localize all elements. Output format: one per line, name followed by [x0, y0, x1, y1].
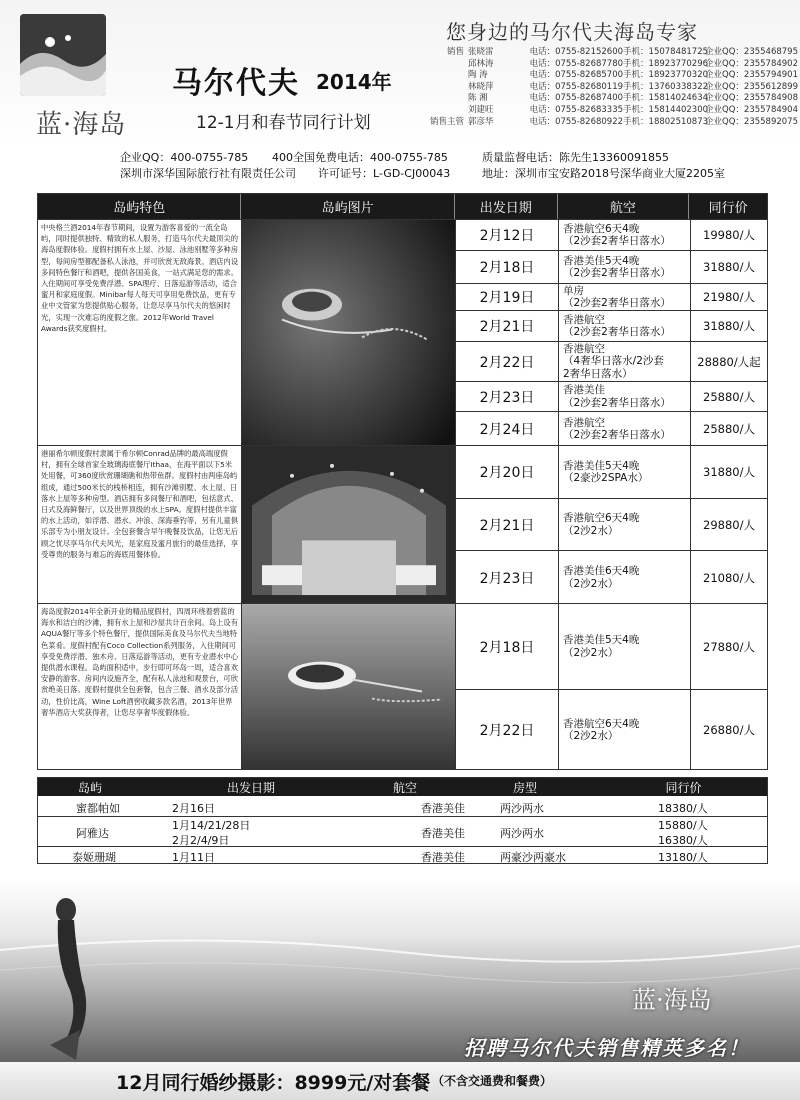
island-coast-image	[242, 604, 456, 769]
table-row: 2月23日 香港美佳6天4晚 （2沙2水） 21080/人	[456, 551, 767, 604]
header-cell: 同行价	[665, 780, 702, 795]
header-cell: 航空	[392, 780, 417, 795]
contact-row: 销售主管 郭彦华 电话：0755-82680922 手机：18802510873 企业QQ：2355892075	[429, 116, 798, 127]
header-cell: 岛屿图片	[241, 194, 454, 219]
aerial-island-image	[242, 220, 456, 445]
table-row: 2月20日 香港美佳5天4晚 （2豪沙2SPA水） 31880/人	[456, 446, 767, 499]
table-row: 2月18日 香港美佳5天4晚 （2沙2水） 27880/人	[456, 604, 767, 690]
recruitment-banner: 招聘马尔代夫销售精英多名！	[464, 1036, 750, 1060]
resort-description: 海岛度假2014年全新开业的精品度假村，四周环绕着碧蓝的海水和洁白的沙滩，拥有水上屋和沙屋共计百余间。岛上设有AQUA餐厅等多个特色餐厅，提供国际美食及马尔代夫当地特色菜肴。度假村配有Coco Collection系列服务，入住期间可享受免费浮潜、独木舟、日落巡游等活动，更有专业潜水中心提供潜水课程。岛屿面积适中，步行即可环岛一周，适合喜欢安静的游客。房间内设施齐全，配有私人泳池和观景台，可欣赏绝美日落。度假村提供全包套餐，包含三餐、酒水及部分活动，性价比高，Wine Loft酒窖收藏多款名酒，2013年世界奢华酒店大奖获得者，让您尽享奢华度假体验。	[38, 604, 242, 769]
table-row: 2月19日 单房 （2沙套2奢华日落水） 21980/人	[456, 284, 767, 311]
table-header	[38, 778, 767, 796]
resort-group	[38, 219, 767, 445]
contact-row: 陈 湘 电话：0755-82687400 手机：15814024634 企业QQ：2355784908	[467, 93, 798, 104]
table-header	[38, 194, 767, 219]
table-row: 2月23日 香港美佳 （2沙套2奢华日落水） 25880/人	[456, 382, 767, 412]
header	[0, 0, 800, 145]
table-row: 2月12日 香港航空6天4晚 （2沙套2奢华日落水） 19980/人	[456, 220, 767, 251]
page-subtitle: 12-1月和春节同行计划	[196, 113, 371, 133]
table-row: 泰姬珊瑚 1月11日 香港美佳 两豪沙两豪水 13180/人	[72, 851, 708, 864]
contact-row: 陶 涛 电话：0755-82685700 手机：18923770320 企业QQ：2355794901	[467, 70, 798, 81]
table-row: 2月21日 香港航空 （2沙套2奢华日落水） 31880/人	[456, 311, 767, 342]
header-cell: 岛屿	[77, 780, 102, 795]
contact-list	[420, 47, 798, 128]
header-cell: 房型	[512, 780, 537, 795]
header-cell: 岛屿特色	[38, 194, 241, 219]
resort-photo	[242, 446, 456, 603]
promo-bar	[0, 1062, 800, 1100]
extra-packages-table	[37, 777, 768, 864]
header-cell: 航空	[558, 194, 690, 219]
resort-photo	[242, 220, 456, 445]
resort-group	[38, 603, 767, 769]
contact-row: 林晓萍 电话：0755-82680119 手机：13760338322 企业QQ：2355612899	[467, 81, 798, 92]
wave-logo-icon	[20, 14, 106, 96]
header-cell: 出发日期	[455, 194, 558, 219]
resort-description: 中央格兰酒2014年春节期间，设置为游客喜爱的一流全岛屿，同时提供独特、精致的私人服务，打造马尔代夫最顶尖的海岛度假体验。度假村拥有水上屋、沙屋、泳池别墅等多种房型，每间房型都配备私人泳池，并可欣赏无敌海景。酒店内设多间特色餐厅和酒吧，提供各国美食，一站式满足您的需求。入住期间可享受免费浮潜、SPA理疗、日落巡游等活动，适合蜜月和家庭度假。Minibar每人每天可享用免费饮品，更有专业中文管家为您提供贴心服务，让您尽享马尔代夫的悠闲时光，实现一次难忘的度假之旅。2012年World Travel Awards获奖度假村。	[38, 220, 242, 445]
table-row: 2月22日 香港航空6天4晚 （2沙2水） 26880/人	[456, 690, 767, 770]
promo-note: （不含交通费和餐费）	[432, 1074, 553, 1088]
supervision-phone: 质量监督电话：陈先生13360091855	[482, 151, 669, 164]
header-cell: 同行价	[708, 201, 748, 216]
brand-logo	[20, 14, 106, 96]
hotline: 400全国免费电话：400-0755-785	[272, 151, 448, 164]
resort-description: 港丽希尔顿度假村隶属于希尔顿Conrad品牌的最高端度假村，拥有全球首家全玻璃海底餐厅Ithaa，在海平面以下5米处用餐，可360度欣赏珊瑚礁和热带鱼群。度假村由两座岛屿组成，通过500米长的栈桥相连，拥有沙滩别墅、水上屋、日落水上屋等多种房型。酒店拥有多间餐厅和酒吧，包括意式、日式及海鲜餐厅，以及世界顶级的水上SPA。度假村提供丰富的水上活动，如浮潜、潜水、冲浪、深海垂钓等，另有儿童俱乐部专为小朋友设计。全包套餐含早午晚餐及饮品，让您无后顾之忧尽享马尔代夫风光，是家庭及蜜月旅行的最佳选择，享受尊贵的服务与难忘的海底用餐体验。	[38, 446, 242, 603]
license-number: 许可证号：L-GD-CJ00043	[318, 167, 451, 180]
company-address: 地址：深圳市宝安路2018号深华商业大厦2205室	[482, 167, 725, 180]
page-title-year: 2014年	[316, 70, 392, 94]
contact-row: 邱林涛 电话：0755-82687780 手机：18923770296 企业QQ：2355784902	[467, 58, 798, 69]
resort-photo	[242, 604, 456, 769]
contact-row: 刘建旺 电话：0755-82683335 手机：15814402300 企业QQ：2355784904	[467, 104, 798, 115]
table-row: 蜜都帕如 2月16日 香港美佳 两沙两水 18380/人	[38, 798, 767, 817]
table-row: 2月22日 香港航空 （4奢华日落水/2沙套 2奢华日落水） 28880/人起	[456, 342, 767, 382]
table-row: 阿雅达 1月14/21/28日 2月2/4/9日 香港美佳 两沙两水 15880/人 16380/人	[38, 817, 767, 847]
resort-group	[38, 445, 767, 603]
header-cell: 出发日期	[226, 780, 275, 795]
footer-logo: 蓝·海岛	[632, 986, 712, 1014]
underwater-restaurant-image	[242, 446, 456, 603]
company-name: 深圳市深华国际旅行社有限责任公司	[120, 167, 296, 180]
brand-name: 蓝·海岛	[36, 110, 127, 140]
page-title: 马尔代夫	[172, 66, 300, 101]
table-row: 2月18日 香港美佳5天4晚 （2沙套2奢华日落水） 31880/人	[456, 251, 767, 284]
table-row: 2月21日 香港航空6天4晚 （2沙2水） 29880/人	[456, 499, 767, 551]
contact-row: 销售 张晓雷 电话：0755-82152600 手机：15078481725 企业QQ：2355468795	[446, 47, 798, 57]
company-qq: 企业QQ：400-0755-785	[120, 151, 249, 164]
table-row: 2月24日 香港航空 （2沙套2奢华日落水） 25880/人	[456, 412, 767, 446]
promo-text: 12月同行婚纱摄影：8999元/对套餐	[116, 1072, 431, 1094]
itinerary-table	[37, 193, 768, 770]
brand-slogan: 您身边的马尔代夫海岛专家	[446, 20, 698, 44]
